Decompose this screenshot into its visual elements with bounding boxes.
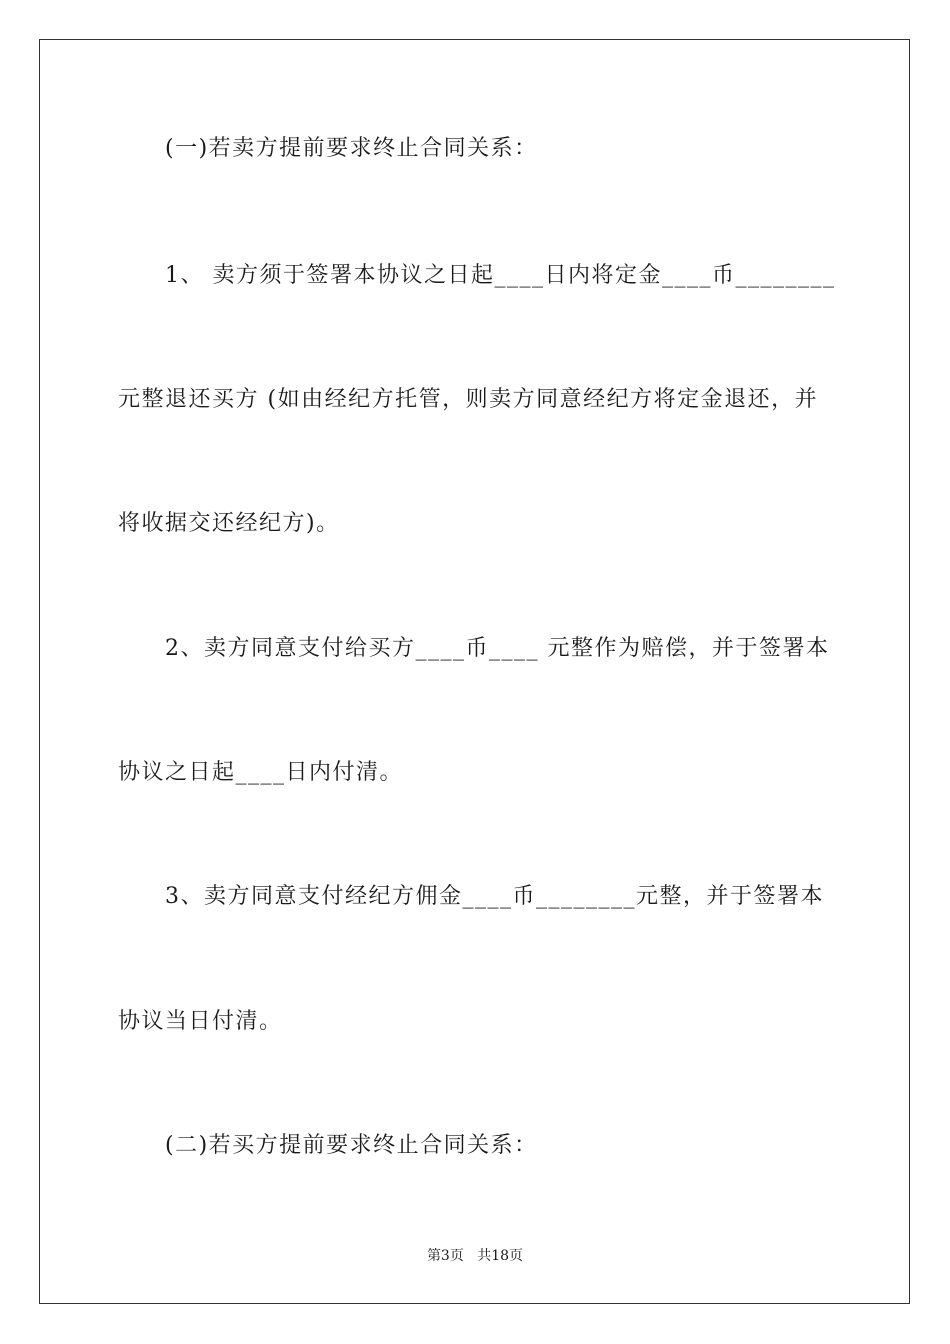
clause-3-line-2: 协议当日付清。 [118, 1009, 283, 1034]
section-heading-buyer-termination: (二)若买方提前要求终止合同关系： [165, 1133, 538, 1158]
section-heading-seller-termination: (一)若卖方提前要求终止合同关系： [165, 136, 538, 161]
clause-3-line-1: 3、卖方同意支付经纪方佣金____币________元整，并于签署本 [165, 884, 824, 909]
clause-2-line-2: 协议之日起____日内付清。 [118, 760, 404, 785]
page-number: 第3页 [426, 1248, 464, 1264]
page-total: 共18页 [477, 1248, 524, 1264]
page-frame [39, 39, 910, 1304]
clause-1-line-1: 1、 卖方须于签署本协议之日起____日内将定金____币________ [165, 263, 836, 288]
clause-2-line-1: 2、卖方同意支付给买方____币____ 元整作为赔偿，并于签署本 [165, 636, 830, 661]
clause-1-line-3: 将收据交还经纪方)。 [118, 511, 340, 536]
page-footer [0, 1246, 950, 1266]
clause-1-line-2: 元整退还买方 (如由经纪方托管，则卖方同意经纪方将定金退还，并 [118, 387, 819, 412]
